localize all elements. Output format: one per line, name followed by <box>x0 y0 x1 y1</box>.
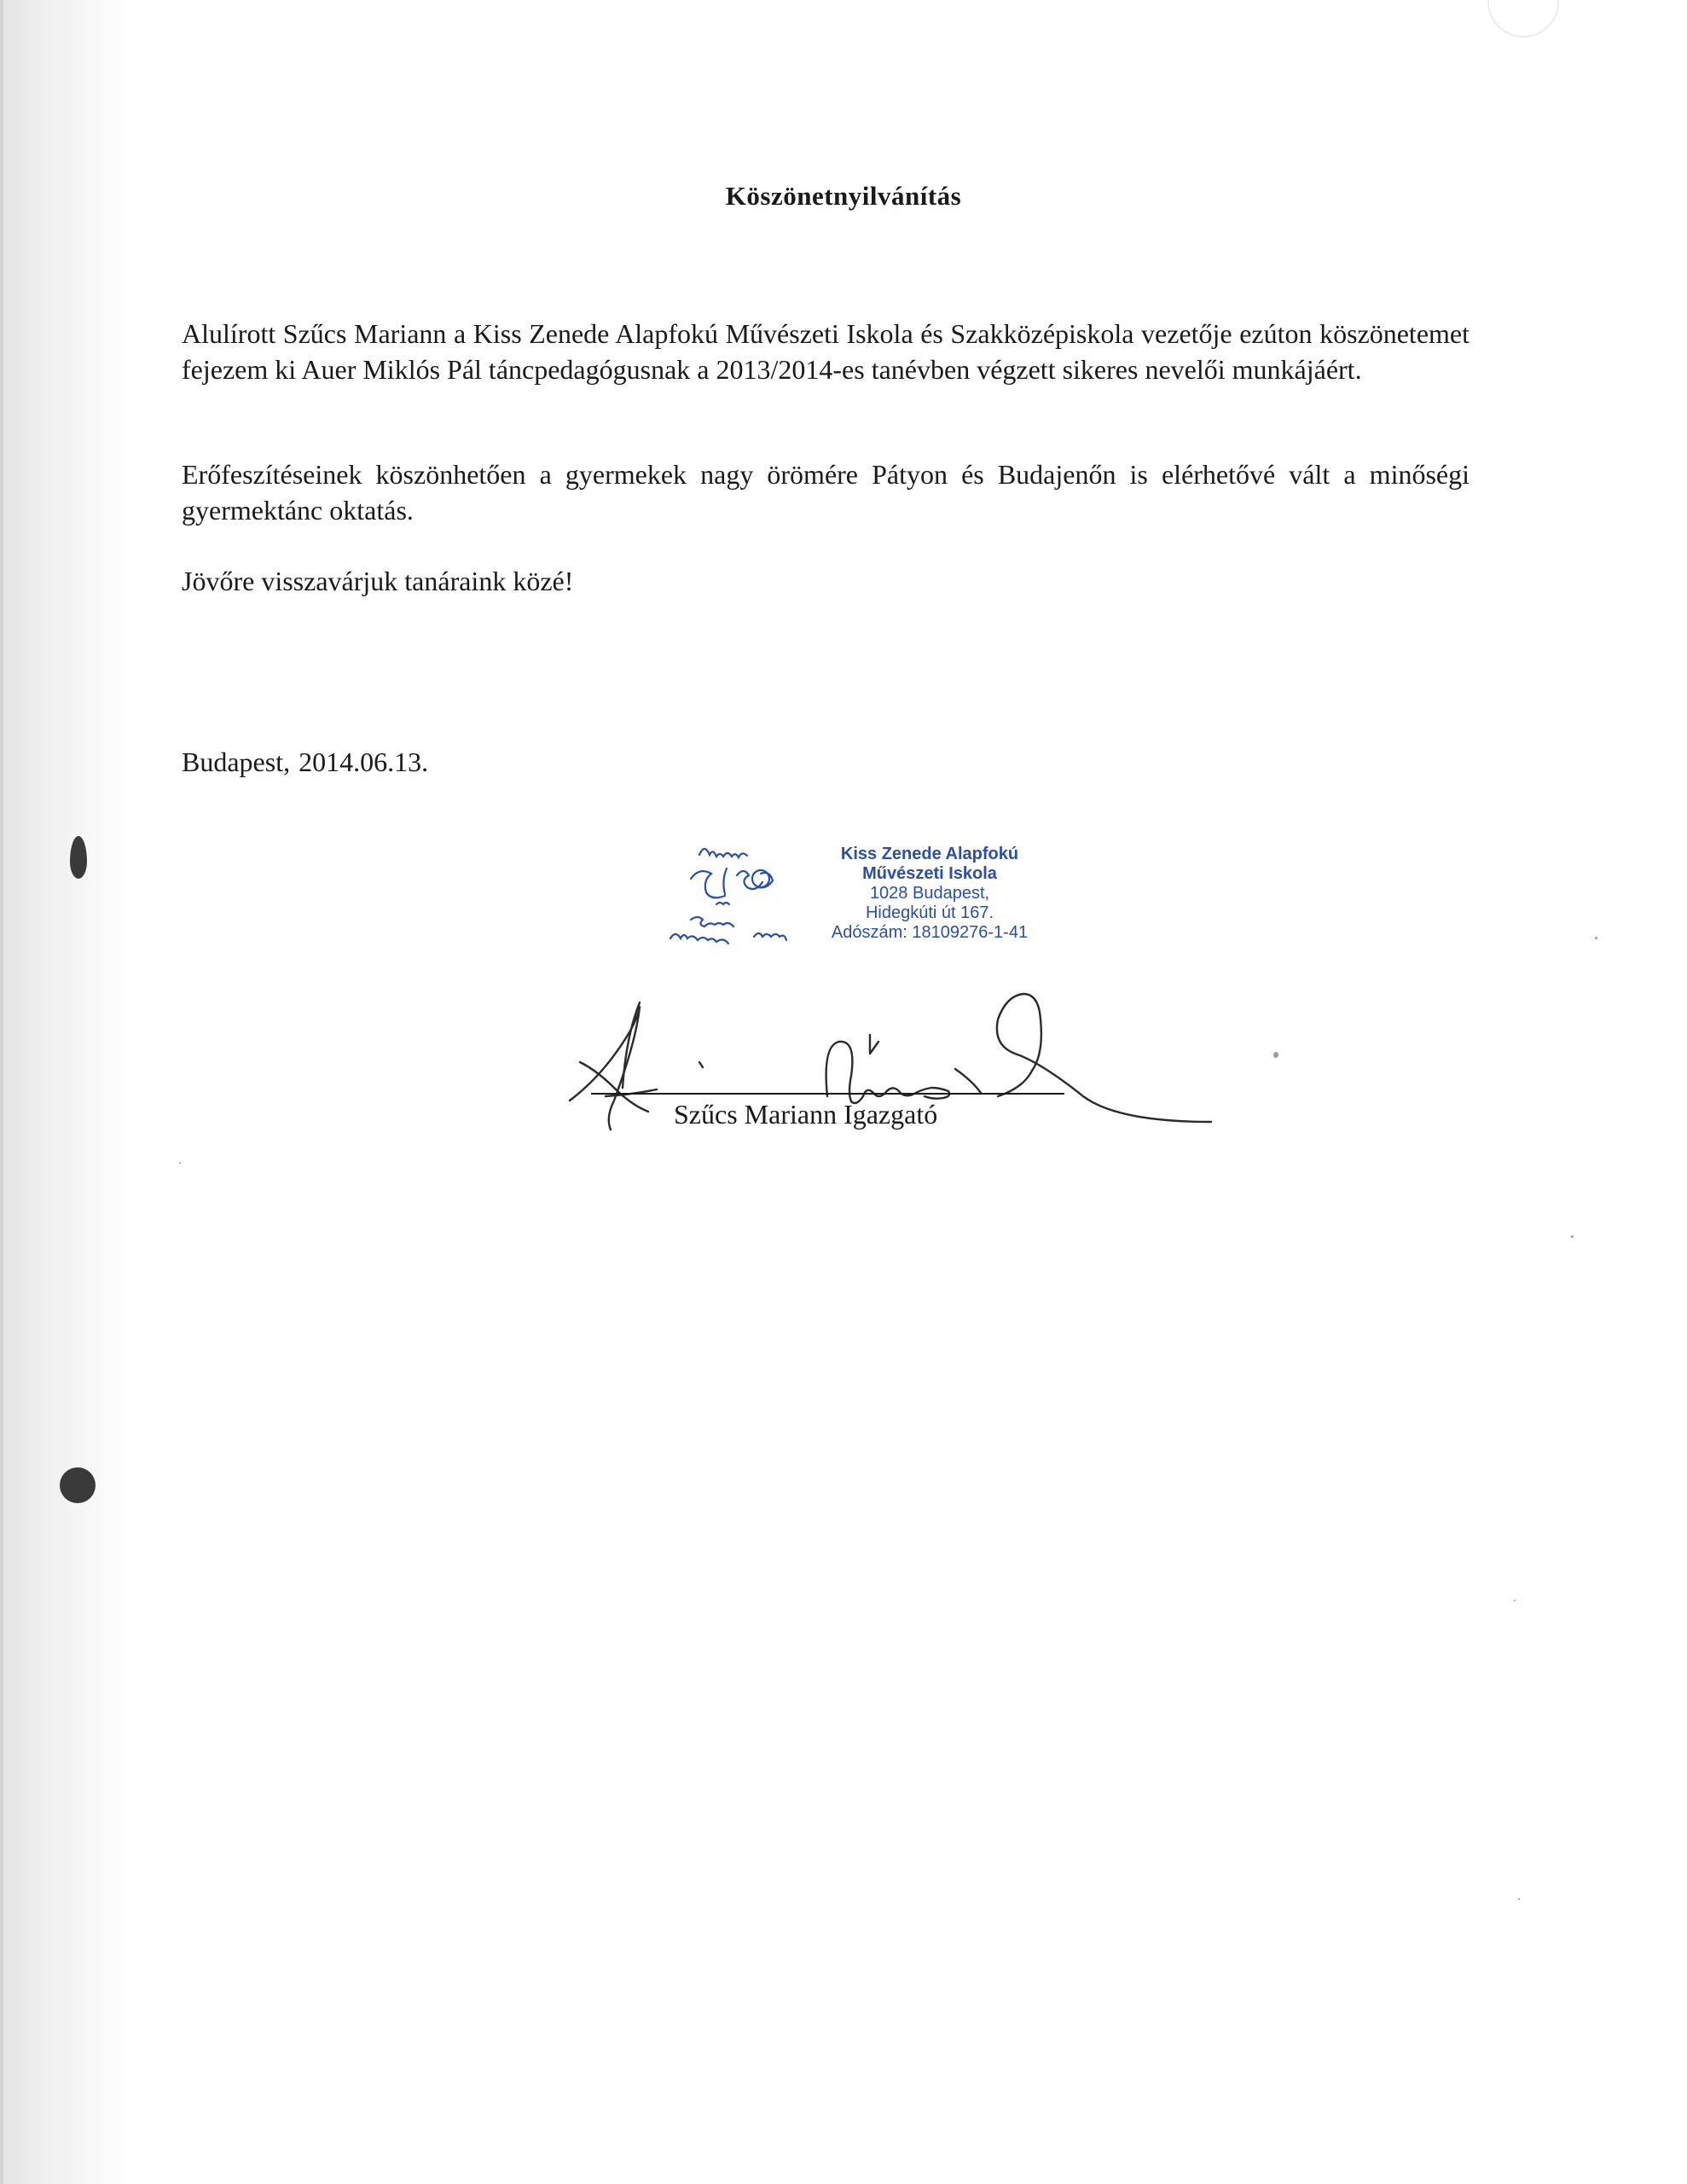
stamp-logo <box>665 836 819 973</box>
paragraph-acknowledgement: Alulírott Szűcs Mariann a Kiss Zenede Alapfokú Művészeti Iskola és Szakközépiskola vezetője ezúton köszönetemet fejezem ki Auer Miklós Pál táncpedagógusnak a 2013/2014-es tanévben végzett sikeres nevelői munkájáért. <box>182 318 1470 385</box>
place: Budapest, <box>182 746 291 777</box>
paragraph-closing: Jövőre visszavárjuk tanáraink közé! <box>182 566 574 596</box>
speck <box>1595 937 1597 939</box>
speck <box>179 1162 181 1164</box>
punch-hole-bottom <box>60 1467 96 1503</box>
speck <box>1514 1600 1516 1601</box>
signature-line <box>591 1093 1064 1095</box>
place-date <box>182 744 428 780</box>
school-stamp <box>665 836 1041 973</box>
document-title: Köszönetnyilvánítás <box>725 181 962 211</box>
scan-shadow <box>0 0 128 2184</box>
date: 2014.06.13. <box>299 746 429 777</box>
stamp-line-taxid: Adószám: 18109276-1-41 <box>831 923 1029 942</box>
stamp-text <box>819 845 1041 943</box>
speck <box>1273 1052 1278 1058</box>
stamp-line-school: Kiss Zenede Alapfokú <box>840 845 1019 863</box>
speck <box>1571 1235 1574 1238</box>
stamp-line-city: 1028 Budapest, <box>869 884 990 903</box>
speck <box>1518 1898 1520 1900</box>
stamp-line-school2: Művészeti Iskola <box>862 864 997 883</box>
stamp-line-street: Hidegkúti út 167. <box>865 903 994 922</box>
scan-edge <box>0 0 3 2184</box>
paragraph-efforts: Erőfeszítéseinek köszönhetően a gyermekek nagy örömére Pátyon és Budajenőn is elérhetővé vált a minőségi gyermektánc oktatás. <box>182 459 1470 526</box>
corner-mark <box>1487 0 1559 38</box>
signer-name: Szűcs Mariann Igazgató <box>674 1099 938 1130</box>
